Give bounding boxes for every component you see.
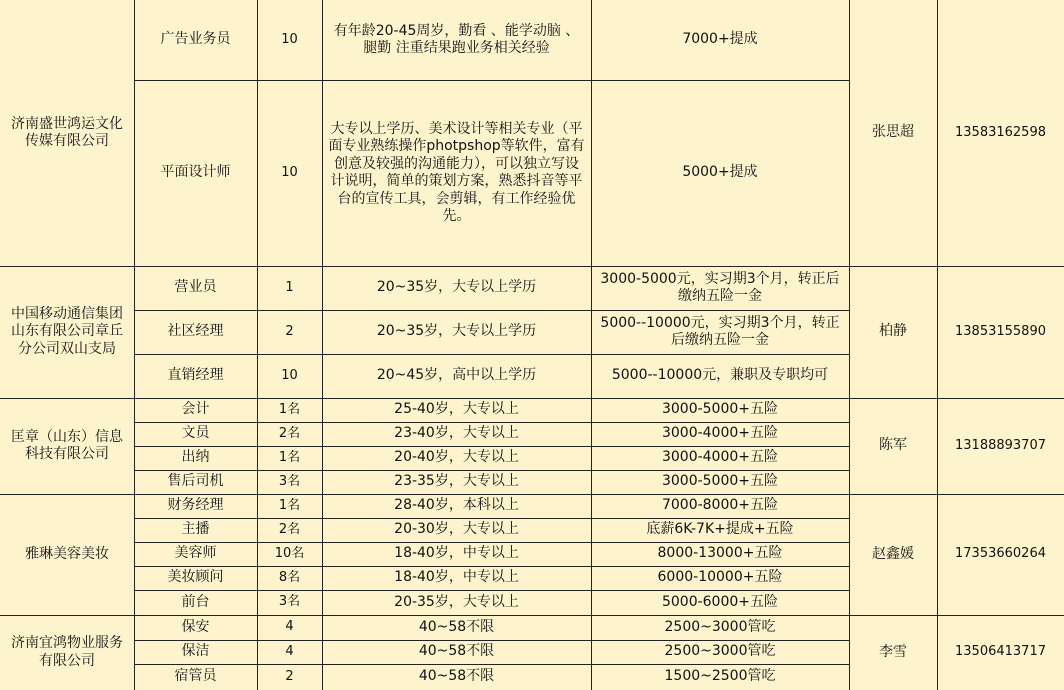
requirement-cell: 28-40岁，本科以上: [322, 494, 592, 519]
contact-name-cell: 陈军: [849, 398, 938, 495]
position-cell: 营业员: [134, 266, 258, 311]
requirement-cell: 40~58不限: [322, 640, 592, 665]
salary-cell: 8000-13000+五险: [591, 542, 850, 567]
salary-cell: 3000-4000+五险: [591, 446, 850, 471]
salary-cell: 5000+提成: [591, 80, 850, 267]
position-cell: 广告业务员: [134, 0, 258, 81]
requirement-cell: 20-30岁，大专以上: [322, 518, 592, 543]
salary-cell: 底薪6K-7K+提成+五险: [591, 518, 850, 543]
company-name-cell: 中国移动通信集团山东有限公司章丘分公司双山支局: [0, 266, 135, 399]
salary-cell: 5000--10000元，实习期3个月，转正后缴纳五险一金: [591, 310, 850, 355]
requirement-cell: 大专以上学历、美术设计等相关专业（平面专业熟练操作photpshop等软件，富有创意及较强的沟通能力），可以独立写设计说明，简单的策划方案，熟悉抖音等平台的宣传工具，会剪辑，有工作经验优先。: [322, 80, 592, 267]
headcount-cell: 1名: [257, 398, 323, 423]
headcount-cell: 3名: [257, 470, 323, 495]
requirement-cell: 有年龄20-45周岁，勤看 、能学动脑 、腿勤 注重结果跑业务相关经验: [322, 0, 592, 81]
requirement-cell: 20-40岁，大专以上: [322, 446, 592, 471]
requirement-cell: 20~35岁，大专以上学历: [322, 310, 592, 355]
salary-cell: 6000-10000+五险: [591, 566, 850, 591]
position-cell: 主播: [134, 518, 258, 543]
position-cell: 直销经理: [134, 354, 258, 399]
requirement-cell: 18-40岁，中专以上: [322, 566, 592, 591]
requirement-cell: 20~45岁，高中以上学历: [322, 354, 592, 399]
salary-cell: 2500~3000管吃: [591, 615, 850, 641]
headcount-cell: 10名: [257, 542, 323, 567]
requirement-cell: 23-35岁，大专以上: [322, 470, 592, 495]
requirement-cell: 40~58不限: [322, 664, 592, 690]
headcount-cell: 3名: [257, 590, 323, 616]
phone-number-cell: 13506413717: [937, 615, 1064, 690]
headcount-cell: 1名: [257, 494, 323, 519]
requirement-cell: 25-40岁，大专以上: [322, 398, 592, 423]
salary-cell: 5000-6000+五险: [591, 590, 850, 616]
position-cell: 财务经理: [134, 494, 258, 519]
headcount-cell: 8名: [257, 566, 323, 591]
phone-number-cell: 17353660264: [937, 494, 1064, 616]
salary-cell: 3000-5000元，实习期3个月，转正后缴纳五险一金: [591, 266, 850, 311]
position-cell: 美容师: [134, 542, 258, 567]
salary-cell: 1500~2500管吃: [591, 664, 850, 690]
headcount-cell: 10: [257, 0, 323, 81]
contact-name-cell: 柏静: [849, 266, 938, 399]
phone-number-cell: 13853155890: [937, 266, 1064, 399]
phone-number-cell: 13583162598: [937, 0, 1064, 267]
headcount-cell: 2名: [257, 518, 323, 543]
company-name-cell: 雅琳美容美妆: [0, 494, 135, 616]
position-cell: 保安: [134, 615, 258, 641]
headcount-cell: 2名: [257, 422, 323, 447]
headcount-cell: 1: [257, 266, 323, 311]
company-name-cell: 济南宜鸿物业服务有限公司: [0, 615, 135, 690]
salary-cell: 3000-5000+五险: [591, 398, 850, 423]
position-cell: 售后司机: [134, 470, 258, 495]
salary-cell: 5000--10000元，兼职及专职均可: [591, 354, 850, 399]
requirement-cell: 20-35岁，大专以上: [322, 590, 592, 616]
headcount-cell: 2: [257, 664, 323, 690]
position-cell: 美妆顾问: [134, 566, 258, 591]
position-cell: 宿管员: [134, 664, 258, 690]
headcount-cell: 4: [257, 615, 323, 641]
headcount-cell: 2: [257, 310, 323, 355]
headcount-cell: 10: [257, 354, 323, 399]
salary-cell: 7000-8000+五险: [591, 494, 850, 519]
phone-number-cell: 13188893707: [937, 398, 1064, 495]
headcount-cell: 4: [257, 640, 323, 665]
requirement-cell: 40~58不限: [322, 615, 592, 641]
company-name-cell: 匡章（山东）信息科技有限公司: [0, 398, 135, 495]
salary-cell: 2500~3000管吃: [591, 640, 850, 665]
salary-cell: 3000-4000+五险: [591, 422, 850, 447]
position-cell: 会计: [134, 398, 258, 423]
position-cell: 出纳: [134, 446, 258, 471]
headcount-cell: 10: [257, 80, 323, 267]
requirement-cell: 20~35岁，大专以上学历: [322, 266, 592, 311]
position-cell: 平面设计师: [134, 80, 258, 267]
contact-name-cell: 赵鑫媛: [849, 494, 938, 616]
position-cell: 社区经理: [134, 310, 258, 355]
requirement-cell: 18-40岁，中专以上: [322, 542, 592, 567]
salary-cell: 3000-5000+五险: [591, 470, 850, 495]
company-name-cell: 济南盛世鸿运文化传媒有限公司: [0, 0, 135, 267]
contact-name-cell: 张思超: [849, 0, 938, 267]
requirement-cell: 23-40岁，大专以上: [322, 422, 592, 447]
position-cell: 保洁: [134, 640, 258, 665]
contact-name-cell: 李雪: [849, 615, 938, 690]
headcount-cell: 1名: [257, 446, 323, 471]
position-cell: 前台: [134, 590, 258, 616]
salary-cell: 7000+提成: [591, 0, 850, 81]
position-cell: 文员: [134, 422, 258, 447]
